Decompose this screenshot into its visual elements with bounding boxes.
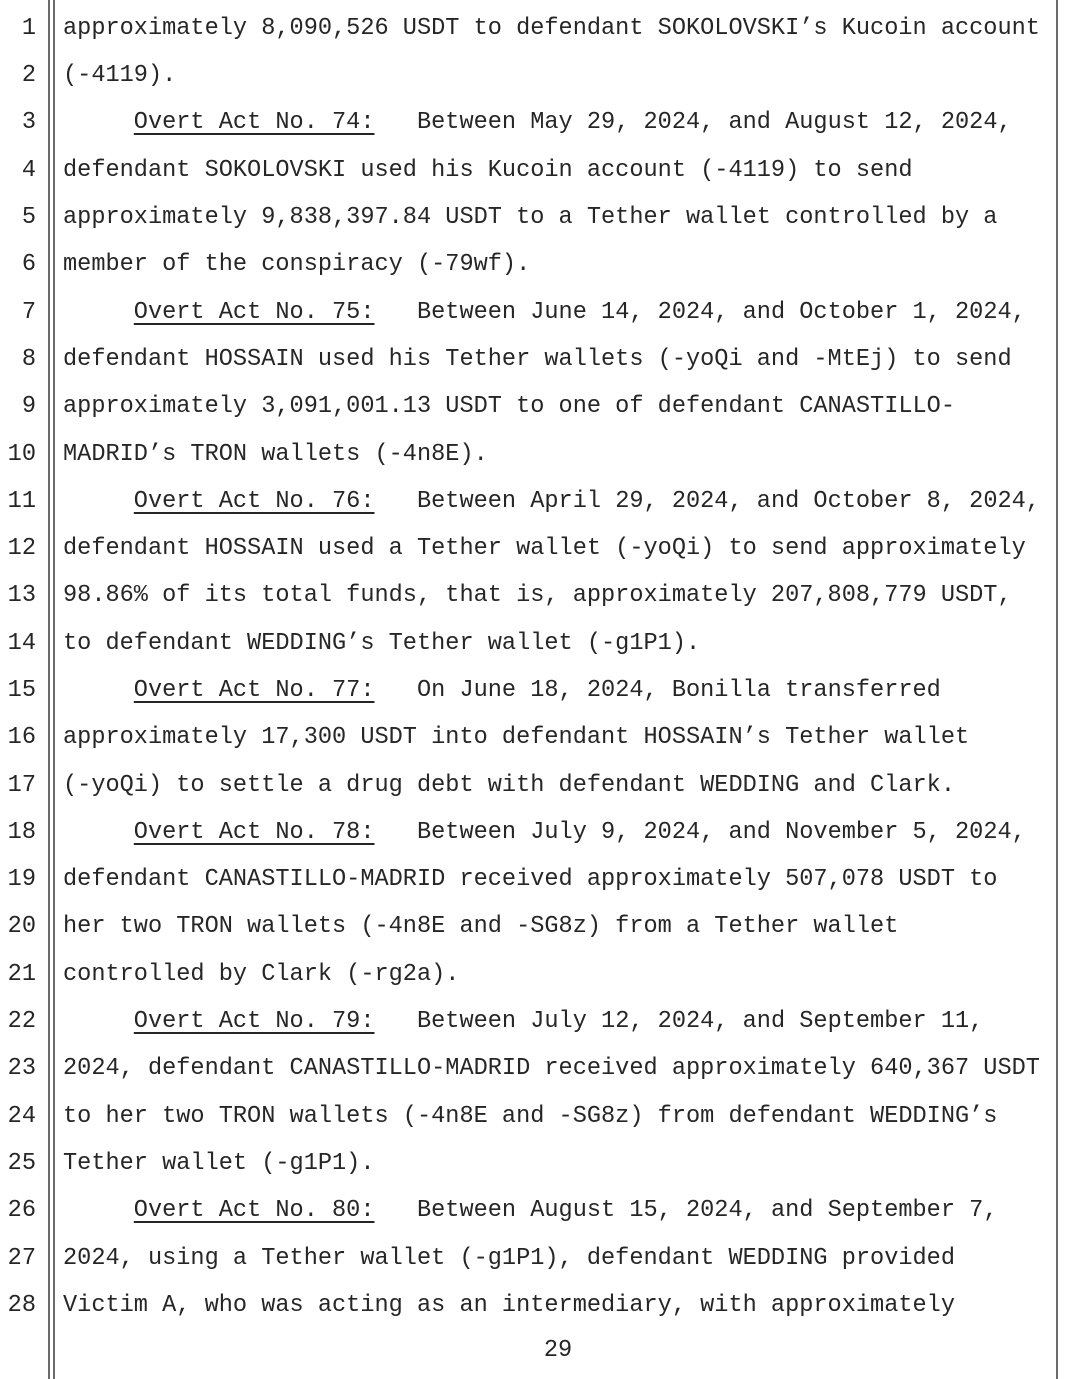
document-line <box>0 431 1080 478</box>
line-text-segment: defendant SOKOLOVSKI used his Kucoin account (-4119) to send <box>63 156 913 184</box>
line-text <box>63 395 955 419</box>
line-text <box>63 1149 375 1177</box>
overt-act-heading: Overt Act No. 75: <box>133 298 375 326</box>
line-text-segment: (-yoQi) to settle a drug debt with defendant WEDDING and Clark. <box>63 771 955 799</box>
overt-act-heading: Overt Act No. 77: <box>133 677 375 704</box>
document-line <box>0 951 1080 998</box>
line-text-segment: 2024, defendant CANASTILLO-MADRID received approximately 640,367 USDT <box>63 1055 1040 1083</box>
line-text <box>63 487 1040 515</box>
left-double-rule <box>48 0 55 1379</box>
line-number: 7 <box>21 298 36 326</box>
line-text <box>63 156 913 184</box>
line-text-segment: approximately 17,300 USDT into defendant HOSSAIN’s Tether wallet <box>63 724 970 752</box>
line-number: 20 <box>7 913 36 941</box>
document-line <box>0 1093 1080 1140</box>
overt-act-heading: Overt Act No. 79: <box>133 1008 375 1036</box>
line-text <box>63 345 1012 373</box>
line-text-segment: approximately 3,091,001.13 USDT to one of defendant CANASTILLO- <box>63 393 955 421</box>
line-text-segment <box>63 677 134 704</box>
line-text <box>63 206 997 230</box>
document-line <box>0 904 1080 951</box>
line-text-segment <box>63 819 134 846</box>
document-line <box>0 241 1080 288</box>
line-number: 26 <box>7 1197 36 1225</box>
line-text-segment <box>63 1008 134 1035</box>
line-text <box>63 253 530 277</box>
line-text-segment: Between April 29, 2024, and October 8, 2024, <box>374 487 1040 515</box>
line-number: 25 <box>7 1149 36 1177</box>
line-text-segment <box>63 488 134 515</box>
right-rule <box>1056 0 1058 1379</box>
line-text-segment: defendant CANASTILLO-MADRID received approximately 507,078 USDT to <box>63 866 998 894</box>
line-number: 22 <box>7 1008 36 1036</box>
line-text-segment: Between August 15, 2024, and September 7, <box>374 1197 998 1225</box>
line-number: 24 <box>7 1102 36 1130</box>
document-line <box>0 100 1080 147</box>
page-number: 29 <box>543 1337 573 1364</box>
line-number: 10 <box>7 440 36 468</box>
line-number: 13 <box>7 582 36 610</box>
line-text <box>63 771 955 799</box>
overt-act-heading: Overt Act No. 78: <box>133 818 375 846</box>
line-text-segment: Victim A, who was acting as an intermediary, with approximately <box>63 1291 955 1319</box>
document-line <box>0 1140 1080 1187</box>
line-text <box>63 584 1012 608</box>
line-number: 23 <box>7 1055 36 1083</box>
line-text <box>63 1291 955 1319</box>
document-line <box>0 998 1080 1045</box>
line-text <box>63 726 969 750</box>
line-text-segment: Between May 29, 2024, and August 12, 2024, <box>374 109 1012 137</box>
line-number: 14 <box>7 629 36 657</box>
line-text-segment <box>63 1197 134 1224</box>
line-text-segment: Tether wallet (-g1P1). <box>63 1149 375 1177</box>
line-number: 12 <box>7 535 36 563</box>
line-text <box>63 1010 983 1034</box>
line-text <box>63 64 176 88</box>
document-line <box>0 1046 1080 1093</box>
document-line <box>0 1282 1080 1329</box>
document-line <box>0 52 1080 99</box>
line-text-segment: (-4119). <box>63 62 177 90</box>
line-text-segment: 2024, using a Tether wallet (-g1P1), defendant WEDDING provided <box>63 1244 955 1272</box>
line-number: 11 <box>7 487 36 515</box>
line-text-segment: 98.86% of its total funds, that is, approximately 207,808,779 USDT, <box>63 582 1012 610</box>
line-number: 6 <box>21 251 36 279</box>
document-line <box>0 809 1080 856</box>
line-text <box>63 960 460 988</box>
line-text-segment: defendant HOSSAIN used his Tether wallets (-yoQi and -MtEj) to send <box>63 345 1012 373</box>
line-text <box>63 1102 998 1130</box>
line-text <box>63 1057 1040 1081</box>
line-text-segment: Between July 12, 2024, and September 11, <box>374 1008 984 1036</box>
line-text-segment: approximately 9,838,397.84 USDT to a Tether wallet controlled by a <box>63 204 998 232</box>
document-line <box>0 194 1080 241</box>
line-number: 28 <box>7 1291 36 1319</box>
line-text <box>63 818 1026 846</box>
line-number: 18 <box>7 818 36 846</box>
line-text <box>63 868 997 892</box>
overt-act-heading: Overt Act No. 74: <box>133 109 375 137</box>
line-text-segment: MADRID’s TRON wallets (-4n8E). <box>63 440 488 468</box>
document-line <box>0 5 1080 52</box>
line-number: 4 <box>21 156 36 184</box>
line-text <box>63 111 1012 135</box>
line-number: 8 <box>21 345 36 373</box>
line-number: 2 <box>21 62 36 90</box>
document-line <box>0 714 1080 761</box>
document-line <box>0 1187 1080 1234</box>
overt-act-heading: Overt Act No. 76: <box>133 487 375 515</box>
line-text <box>63 537 1026 561</box>
document-line <box>0 1235 1080 1282</box>
line-number: 3 <box>21 109 36 137</box>
line-number: 27 <box>7 1244 36 1272</box>
line-text-segment: to her two TRON wallets (-4n8E and -SG8z) from defendant WEDDING’s <box>63 1102 998 1130</box>
document-line <box>0 289 1080 336</box>
line-text-segment: to defendant WEDDING’s Tether wallet (-g1P1). <box>63 629 701 657</box>
document-line <box>0 573 1080 620</box>
line-text <box>63 1244 955 1272</box>
line-number: 21 <box>7 960 36 988</box>
document-line <box>0 667 1080 714</box>
line-number: 15 <box>7 677 36 704</box>
line-text <box>63 298 1026 326</box>
line-text-segment: controlled by Clark (-rg2a). <box>63 960 460 988</box>
line-number: 5 <box>21 204 36 232</box>
line-text <box>63 629 701 657</box>
line-number: 9 <box>21 393 36 421</box>
document-line <box>0 620 1080 667</box>
line-text <box>63 679 941 703</box>
line-text-segment: defendant HOSSAIN used a Tether wallet (-yoQi) to send approximately <box>63 535 1026 563</box>
document-line <box>0 525 1080 572</box>
line-text-segment: member of the conspiracy (-79wf). <box>63 251 531 279</box>
line-text-segment: On June 18, 2024, Bonilla transferred <box>374 677 941 704</box>
document-line <box>0 856 1080 903</box>
line-text-segment: approximately 8,090,526 USDT to defendant SOKOLOVSKI’s Kucoin account <box>63 14 1040 42</box>
line-text <box>63 440 488 468</box>
line-text <box>63 1199 997 1223</box>
line-text-segment: Between June 14, 2024, and October 1, 2024, <box>374 298 1026 326</box>
line-text-segment <box>63 299 134 326</box>
line-text-segment: Between July 9, 2024, and November 5, 2024, <box>374 818 1026 846</box>
document-line <box>0 478 1080 525</box>
line-text-segment <box>63 109 134 136</box>
line-number: 19 <box>7 866 36 894</box>
line-text <box>63 14 1040 42</box>
overt-act-heading: Overt Act No. 80: <box>133 1197 375 1225</box>
line-text <box>63 915 898 939</box>
line-number: 16 <box>7 724 36 752</box>
line-number: 17 <box>7 771 36 799</box>
document-line <box>0 147 1080 194</box>
line-text-segment: her two TRON wallets (-4n8E and -SG8z) from a Tether wallet <box>63 913 899 941</box>
document-line <box>0 336 1080 383</box>
document-body <box>0 5 1080 1329</box>
document-line <box>0 762 1080 809</box>
document-line <box>0 383 1080 430</box>
line-number: 1 <box>21 14 36 42</box>
